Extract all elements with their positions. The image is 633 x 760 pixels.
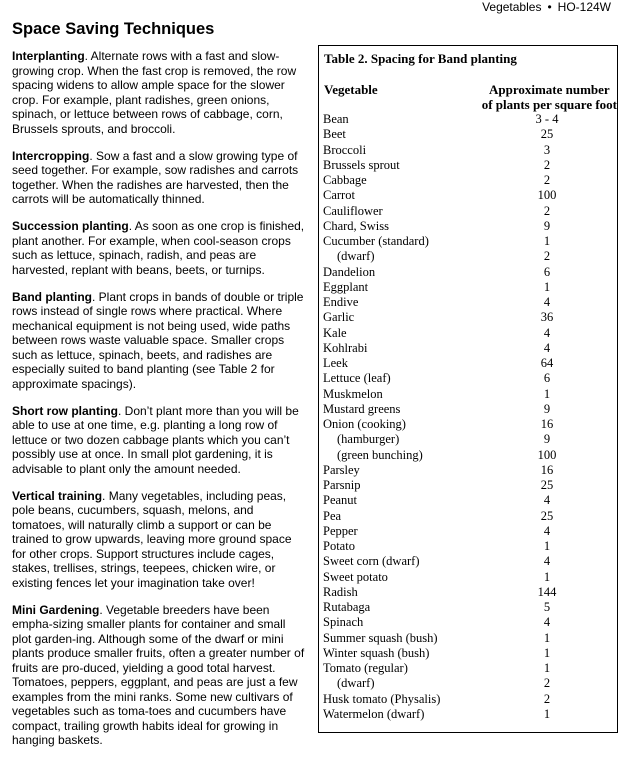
plants-per-sqft: 16 (540, 462, 554, 477)
vegetable-name: Brussels sprout (323, 157, 400, 172)
table-row (323, 219, 613, 234)
plants-per-sqft: 36 (540, 310, 554, 325)
plants-per-sqft: 4 (543, 554, 551, 569)
table-row (323, 646, 613, 661)
plants-per-sqft: 1 (543, 645, 551, 660)
plants-per-sqft: 2 (543, 203, 551, 218)
header-code: HO-124W (557, 0, 611, 14)
plants-per-sqft: 25 (540, 508, 554, 523)
plants-per-sqft: 1 (543, 386, 551, 401)
table-row (323, 188, 613, 203)
vegetable-name: Rutabaga (323, 600, 371, 614)
vegetable-name: Garlic (323, 310, 355, 325)
vegetable-name: Winter squash (bush) (323, 645, 430, 660)
plants-per-sqft: 25 (540, 478, 554, 492)
paragraph-lead: Succession planting (12, 219, 129, 233)
vegetable-name: Pea (323, 508, 342, 523)
vegetable-name: Kale (323, 325, 347, 340)
vegetable-name: Dandelion (323, 264, 376, 279)
plants-per-sqft: 6 (543, 264, 551, 279)
vegetable-name: Tomato (regular) (323, 661, 408, 675)
table-row (323, 432, 613, 447)
paragraph (12, 219, 308, 277)
paragraph-lead: Band planting (12, 289, 92, 304)
plants-per-sqft: 4 (543, 523, 551, 538)
plants-per-sqft: 5 (543, 600, 551, 614)
plants-per-sqft: 3 - 4 (535, 112, 559, 126)
plants-per-sqft: 1 (543, 706, 551, 721)
plants-per-sqft: 2 (543, 691, 551, 706)
vegetable-name: Radish (323, 584, 358, 599)
vegetable-name: Eggplant (323, 279, 369, 294)
vegetable-name: Spinach (323, 615, 364, 630)
column-header-plants-per-sqft (482, 82, 617, 112)
vegetable-name: Leek (323, 356, 348, 370)
table-row (323, 234, 613, 249)
vegetable-name: Parsley (323, 462, 360, 477)
paragraph (12, 603, 308, 748)
table-row (323, 310, 613, 325)
table-row (323, 676, 613, 691)
article-column (12, 20, 308, 760)
spacing-table (318, 45, 618, 733)
plants-per-sqft: 4 (543, 295, 551, 309)
plants-per-sqft: 1 (543, 279, 551, 294)
table-caption: Table 2. Spacing for Band planting (324, 51, 517, 66)
paragraph (12, 489, 308, 591)
vegetable-name: Chard, Swiss (323, 218, 389, 233)
table-row (323, 570, 613, 585)
bullet-separator: • (547, 0, 552, 14)
vegetable-name: Endive (323, 295, 359, 309)
vegetable-name: Parsnip (323, 478, 361, 492)
page-title: Space Saving Techniques (12, 20, 215, 38)
plants-per-sqft: 9 (543, 401, 551, 416)
paragraph (12, 404, 308, 477)
vegetable-name: Cucumber (standard) (323, 234, 429, 248)
plants-per-sqft: 2 (543, 173, 551, 187)
plants-per-sqft: 3 (543, 142, 551, 157)
table-row (323, 371, 613, 386)
plants-per-sqft: 9 (543, 218, 551, 233)
vegetable-name: Watermelon (dwarf) (323, 706, 425, 721)
vegetable-name: Onion (cooking) (323, 417, 406, 431)
table-row (323, 265, 613, 280)
paragraph-text: . Sow a fast and a slow growing type of seed together. For example, sow radishes and carrots together. When the radishes are harvested, then the carrots will be automatically thinned. (12, 148, 299, 206)
vegetable-name: Sweet potato (323, 569, 388, 584)
table-row (323, 600, 613, 615)
plants-per-sqft: 2 (543, 676, 551, 691)
plants-per-sqft: 144 (537, 584, 557, 599)
header-section: Vegetables (482, 0, 542, 14)
column-header-vegetable: Vegetable (324, 82, 378, 97)
paragraph-lead: Intercropping (12, 148, 90, 163)
vegetable-name: (hamburger) (337, 432, 400, 447)
plants-per-sqft: 1 (543, 661, 551, 675)
paragraph-text: . Don’t plant more than you will be able to use at one time, e.g. planting a long row of lettuce or two dozen cabbage plants which you can’t possibly use at once. In small plot gardening, it is advisable to plant only the amount needed. (12, 403, 299, 476)
table-row (323, 554, 613, 569)
plants-per-sqft: 25 (540, 127, 554, 142)
vegetable-name: Husk tomato (Physalis) (323, 691, 441, 706)
vegetable-name: Potato (323, 539, 355, 553)
table-row (323, 417, 613, 432)
vegetable-name: Mustard greens (323, 401, 401, 416)
table-row (323, 295, 613, 310)
vegetable-name: Lettuce (leaf) (323, 371, 391, 386)
vegetable-name: Beet (323, 127, 346, 142)
paragraph (12, 290, 308, 392)
plants-per-sqft: 4 (543, 325, 551, 340)
table-row (323, 249, 613, 264)
table-row (323, 707, 613, 722)
table-row (323, 585, 613, 600)
plants-per-sqft: 64 (540, 356, 554, 370)
table-row (323, 356, 613, 371)
table-row (323, 173, 613, 188)
vegetable-name: Summer squash (bush) (323, 630, 438, 645)
paragraph-lead: Vertical training (12, 488, 103, 503)
plants-per-sqft: 16 (540, 417, 554, 431)
table-row (323, 463, 613, 478)
vegetable-name: Muskmelon (323, 386, 383, 401)
plants-per-sqft: 1 (543, 539, 551, 553)
vegetable-name: (dwarf) (337, 249, 375, 264)
running-header (482, 0, 611, 14)
paragraph-text: . Many vegetables, including peas, pole beans, cucumbers, squash, melons, and tomatoes, will naturally climb a support or can be trained to grow upwards, leaving more ground space for other crops. Support structures include cages, stakes, trellises, strings, teepees, chicken wire, or existing fences let your imagination take over! (12, 488, 292, 590)
vegetable-name: Carrot (323, 188, 355, 203)
table-row (323, 615, 613, 630)
vegetable-name: Cauliflower (323, 203, 383, 218)
vegetable-name: Kohlrabi (323, 340, 368, 355)
paragraph-lead: Short row planting (12, 403, 118, 418)
table-row (323, 448, 613, 463)
plants-per-sqft: 4 (543, 493, 551, 508)
table-row (323, 127, 613, 142)
table-row (323, 402, 613, 417)
plants-per-sqft: 2 (543, 157, 551, 172)
column-header-line-1: Approximate number (488, 82, 610, 97)
vegetable-name: (green bunching) (337, 447, 423, 462)
paragraph-list (12, 49, 308, 748)
vegetable-name: (dwarf) (337, 676, 375, 691)
vegetable-name: Sweet corn (dwarf) (323, 554, 420, 569)
vegetable-name: Peanut (323, 493, 358, 508)
paragraph-text: . Plant crops in bands of double or triple rows instead of single rows where practical. Where mechanical equipment is not being used, wide paths between rows waste valuable space. Smaller crops such as lettuce, spinach, beets, and radishes are especially suited to band planting (see Table 2 for approximate spacings). (12, 289, 304, 391)
table-row (323, 509, 613, 524)
table-row (323, 280, 613, 295)
table-row (323, 478, 613, 493)
vegetable-name: Broccoli (323, 142, 367, 157)
plants-per-sqft: 4 (543, 340, 551, 355)
table-row (323, 143, 613, 158)
column-header-line-2: of plants per square foot (481, 97, 617, 112)
paragraph-text: . As soon as one crop is finished, plant another. For example, when cool-season crops such as lettuce, spinach, radish, and peas are harvested, replant with beans, beets, or turnips. (12, 219, 305, 277)
plants-per-sqft: 100 (537, 447, 557, 462)
table-row (323, 204, 613, 219)
vegetable-name: Pepper (323, 523, 358, 538)
plants-per-sqft: 1 (543, 569, 551, 584)
table-row (323, 692, 613, 707)
table-row (323, 661, 613, 676)
table-row (323, 158, 613, 173)
plants-per-sqft: 1 (543, 234, 551, 248)
table-row (323, 524, 613, 539)
paragraph-text: . Vegetable breeders have been empha-sizing smaller plants for container and small plot garden-ing. Although some of the dwarf or mini plants produce smaller fruits, often a greater number of fruits are pro-duced, yielding a good total harvest. Tomatoes, peppers, eggplant, and peas are just a few examples from the mini ranks. Some new cultivars of vegetables such as toma-toes and cucumbers have compact, trailing growth habits ideal for growing in hanging baskets. (12, 602, 305, 747)
plants-per-sqft: 6 (543, 371, 551, 386)
table-row (323, 539, 613, 554)
vegetable-name: Bean (323, 112, 349, 126)
plants-per-sqft: 100 (537, 188, 557, 203)
paragraph (12, 149, 308, 207)
table-row (323, 493, 613, 508)
table-row (323, 326, 613, 341)
plants-per-sqft: 1 (543, 630, 551, 645)
paragraph (12, 49, 308, 136)
table-row (323, 387, 613, 402)
plants-per-sqft: 9 (543, 432, 551, 447)
paragraph-text: . Alternate rows with a fast and slow-growing crop. When the fast crop is removed, the row spacing widens to allow ample space for the slower crop. For example, plant radishes, green onions, spinach, or lettuce between rows of cabbage, corn, Brussels sprouts, and broccoli. (12, 49, 297, 136)
plants-per-sqft: 4 (543, 615, 551, 630)
table-row (323, 631, 613, 646)
vegetable-name: Cabbage (323, 173, 367, 187)
table-row (323, 341, 613, 356)
table-body (323, 112, 613, 722)
paragraph-lead: Mini Gardening (12, 602, 100, 617)
plants-per-sqft: 2 (543, 249, 551, 264)
table-row (323, 112, 613, 127)
paragraph-lead: Interplanting (12, 49, 85, 63)
